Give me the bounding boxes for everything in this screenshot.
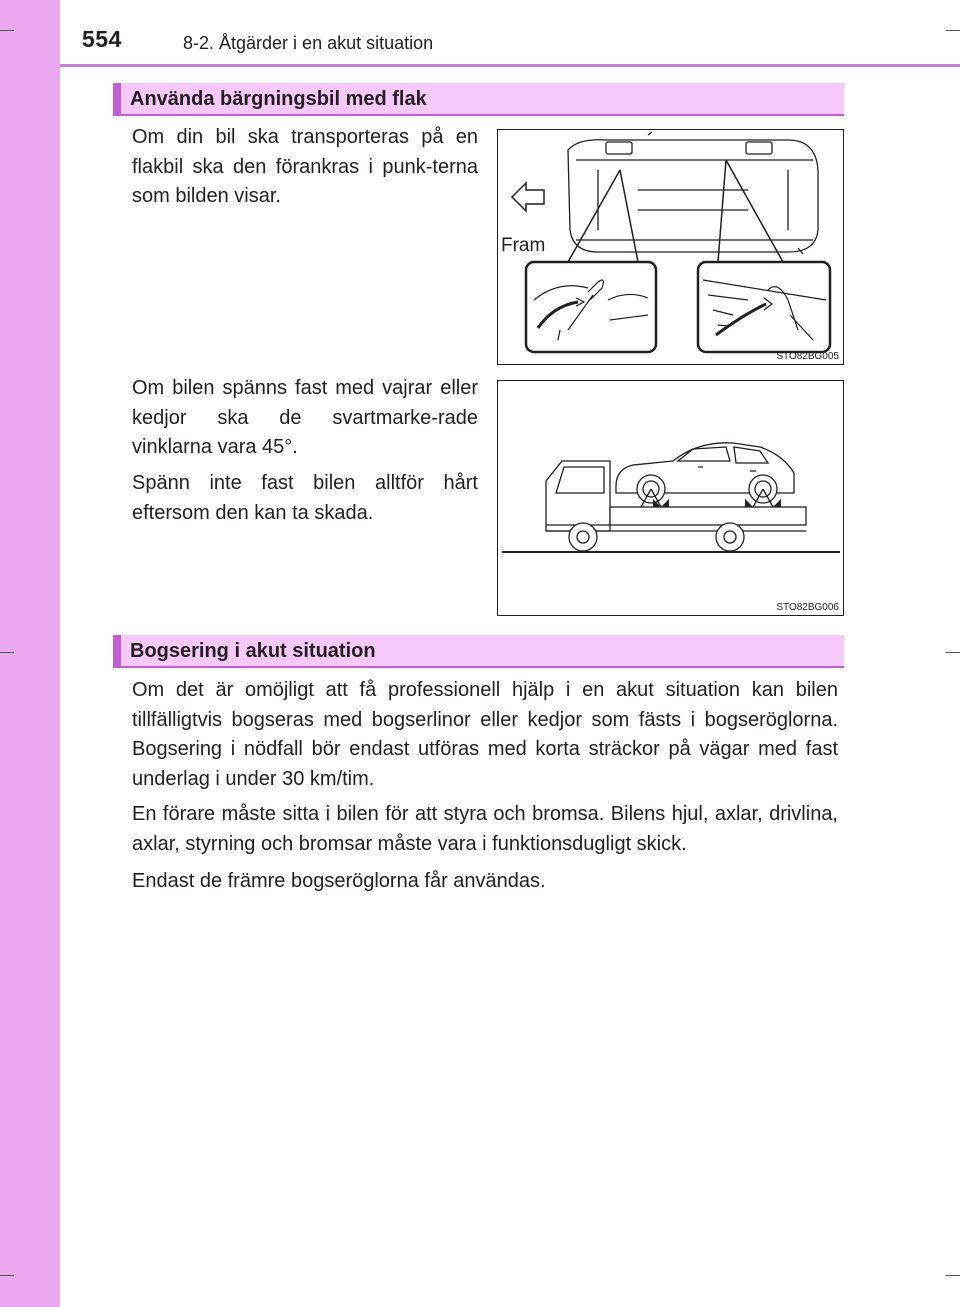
section-heading-flatbed — [113, 83, 844, 116]
section-title: 8-2. Åtgärder i en akut situation — [183, 33, 434, 53]
figure-truck-with-car — [497, 380, 844, 616]
flatbed-truck-illustration — [498, 381, 845, 617]
crop-mark — [0, 652, 14, 653]
emergency-paragraph-2: En förare måste sitta i bilen för att styra och bromsa. Bilens hjul, axlar, drivlina, axlar, styrning och bromsar måste vara i funktionsdugligt skick. — [132, 803, 838, 855]
arrow-left-icon — [512, 183, 544, 211]
figure-tie-down-points — [497, 129, 844, 365]
emergency-paragraph-1: Om det är omöjligt att få professionell hjälp i en akut situation kan bilen tillfälligtvis bogseras med bogserlinor eller kedjor som fästs i bogseröglorna. Bogsering i nödfall bör endast utföras med korta sträckor på vägar med fast underlag i under 30 km/tim. — [132, 679, 838, 790]
flatbed-paragraph-3: Spänn inte fast bilen alltför hårt eftersom den kan ta skada. — [132, 472, 478, 524]
figure-code: STO82BG006 — [776, 602, 839, 613]
flatbed-paragraph-1: Om din bil ska transporteras på en flakbil ska den förankras i punk-terna som bilden visar. — [132, 126, 478, 207]
section-heading-text: Bogsering i akut situation — [130, 640, 376, 662]
car-underbody-illustration — [498, 130, 845, 366]
side-tab-strip — [0, 0, 60, 1307]
crop-mark — [946, 1275, 960, 1276]
crop-mark — [946, 652, 960, 653]
flatbed-paragraph-2: Om bilen spänns fast med vajrar eller kedjor ska de svartmarke-rade vinklarna vara 45°. — [132, 377, 478, 458]
section-heading-emergency — [113, 635, 844, 668]
figure-code: STO82BG005 — [776, 351, 839, 362]
emergency-paragraph-3: Endast de främre bogseröglorna får användas. — [132, 870, 546, 892]
crop-mark — [946, 30, 960, 31]
page-number: 554 — [82, 26, 122, 52]
header-rule — [60, 64, 960, 67]
crop-mark — [0, 1275, 14, 1276]
front-label: Fram — [501, 235, 546, 256]
section-heading-text: Använda bärgningsbil med flak — [130, 88, 427, 110]
crop-mark — [0, 30, 14, 31]
